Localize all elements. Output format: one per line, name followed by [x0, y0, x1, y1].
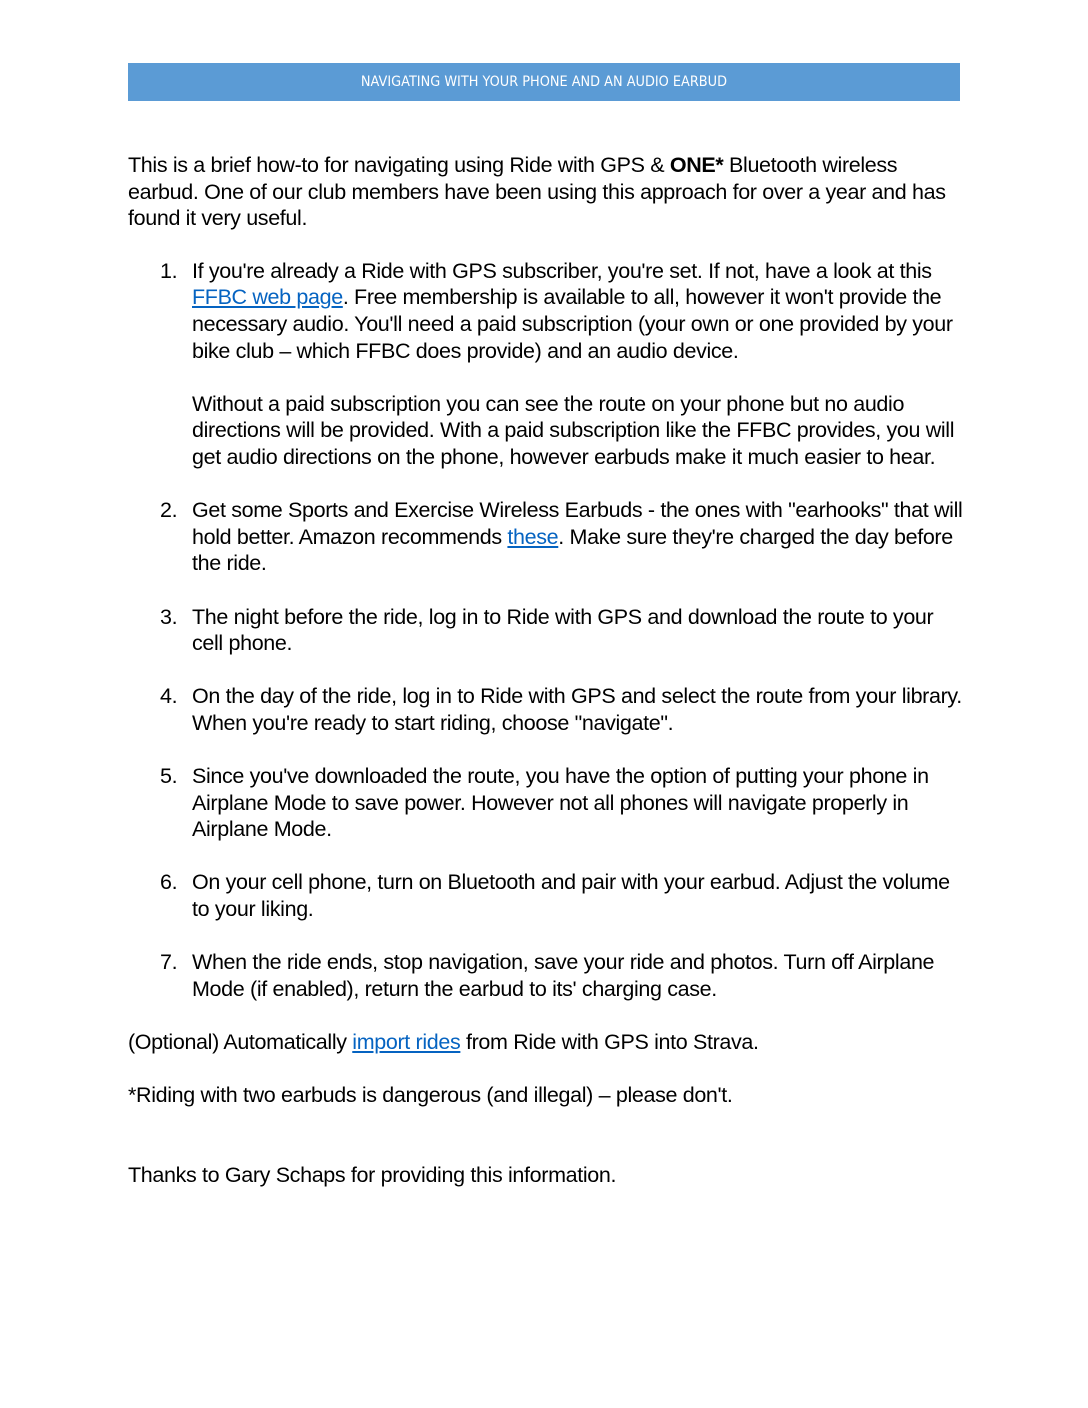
step-number: 7.	[160, 950, 178, 975]
step-text-after: . Make sure they're charged the day before the ride.	[192, 524, 953, 576]
step-number: 5.	[160, 764, 178, 789]
step-item-7	[128, 949, 968, 1002]
document-body	[128, 152, 968, 1188]
step-text: When the ride ends, stop navigation, save your ride and photos. Turn off Airplane Mode (if enabled), return the earbud to its' charging case.	[192, 950, 935, 1001]
step-text	[192, 258, 968, 364]
thanks-note: Thanks to Gary Schaps for providing this information.	[128, 1162, 617, 1187]
step-text-after: . Free membership is available to all, however it won't provide the necessary audio. You'll need a paid subscription (your own or one provided by your bike club – which FFBC does provide) and an audio device.	[192, 285, 953, 363]
intro-paragraph	[128, 152, 968, 232]
intro-text-1: This is a brief how-to for navigating using Ride with GPS &	[128, 153, 670, 177]
step-text: On your cell phone, turn on Bluetooth and pair with your earbud. Adjust the volume to your liking.	[192, 870, 950, 922]
intro-bold-one: ONE*	[669, 153, 724, 177]
step-text-before: Get some Sports and Exercise Wireless Earbuds - the ones with "earhooks" that will hold better. Amazon recommends	[192, 498, 963, 549]
intro-text-2: Bluetooth wireless earbud. One of our club members have been using this approach for over a year and has found it very useful.	[128, 153, 946, 231]
step-text: Since you've downloaded the route, you have the option of putting your phone in Airplane Mode to save power. However not all phones will navigate properly in Airplane Mode.	[192, 764, 929, 842]
import-rides-link[interactable]: import rides	[352, 1030, 461, 1054]
optional-text-before: (Optional) Automatically	[128, 1030, 353, 1054]
step-item-4	[128, 683, 968, 736]
ffbc-web-page-link[interactable]: FFBC web page	[192, 285, 343, 310]
these-earbuds-link[interactable]: these	[507, 524, 559, 549]
step-text: The night before the ride, log in to Ride with GPS and download the route to your cell phone.	[192, 604, 934, 656]
step-item-3	[128, 604, 968, 657]
step-text	[192, 497, 968, 577]
step-item-6	[128, 869, 968, 922]
step-number: 6.	[160, 870, 178, 895]
step-number: 4.	[160, 684, 178, 709]
optional-text-after: from Ride with GPS into Strava.	[460, 1030, 759, 1054]
step-item-1	[128, 258, 968, 471]
step-number: 1.	[160, 258, 178, 283]
step-text: On the day of the ride, log in to Ride with GPS and select the route from your library. When you're ready to start riding, choose "navigate".	[192, 684, 962, 735]
footnote: *Riding with two earbuds is dangerous (and illegal) – please don't.	[128, 1083, 733, 1108]
step-extra-text: Without a paid subscription you can see the route on your phone but no audio directions will be provided. With a paid subscription like the FFBC provides, you will get audio directions on the phone, however earbuds make it much easier to hear.	[192, 391, 955, 469]
header-bar	[128, 63, 960, 101]
step-number: 2.	[160, 498, 178, 523]
page-title: NAVIGATING WITH YOUR PHONE AND AN AUDIO EARBUD	[360, 74, 728, 90]
steps-list	[128, 258, 968, 1003]
step-number: 3.	[160, 604, 178, 629]
step-text-before: If you're already a Ride with GPS subscriber, you're set. If not, have a look at this	[192, 258, 932, 283]
optional-paragraph	[128, 1029, 968, 1056]
step-item-5	[128, 763, 968, 843]
step-item-2	[128, 497, 968, 577]
